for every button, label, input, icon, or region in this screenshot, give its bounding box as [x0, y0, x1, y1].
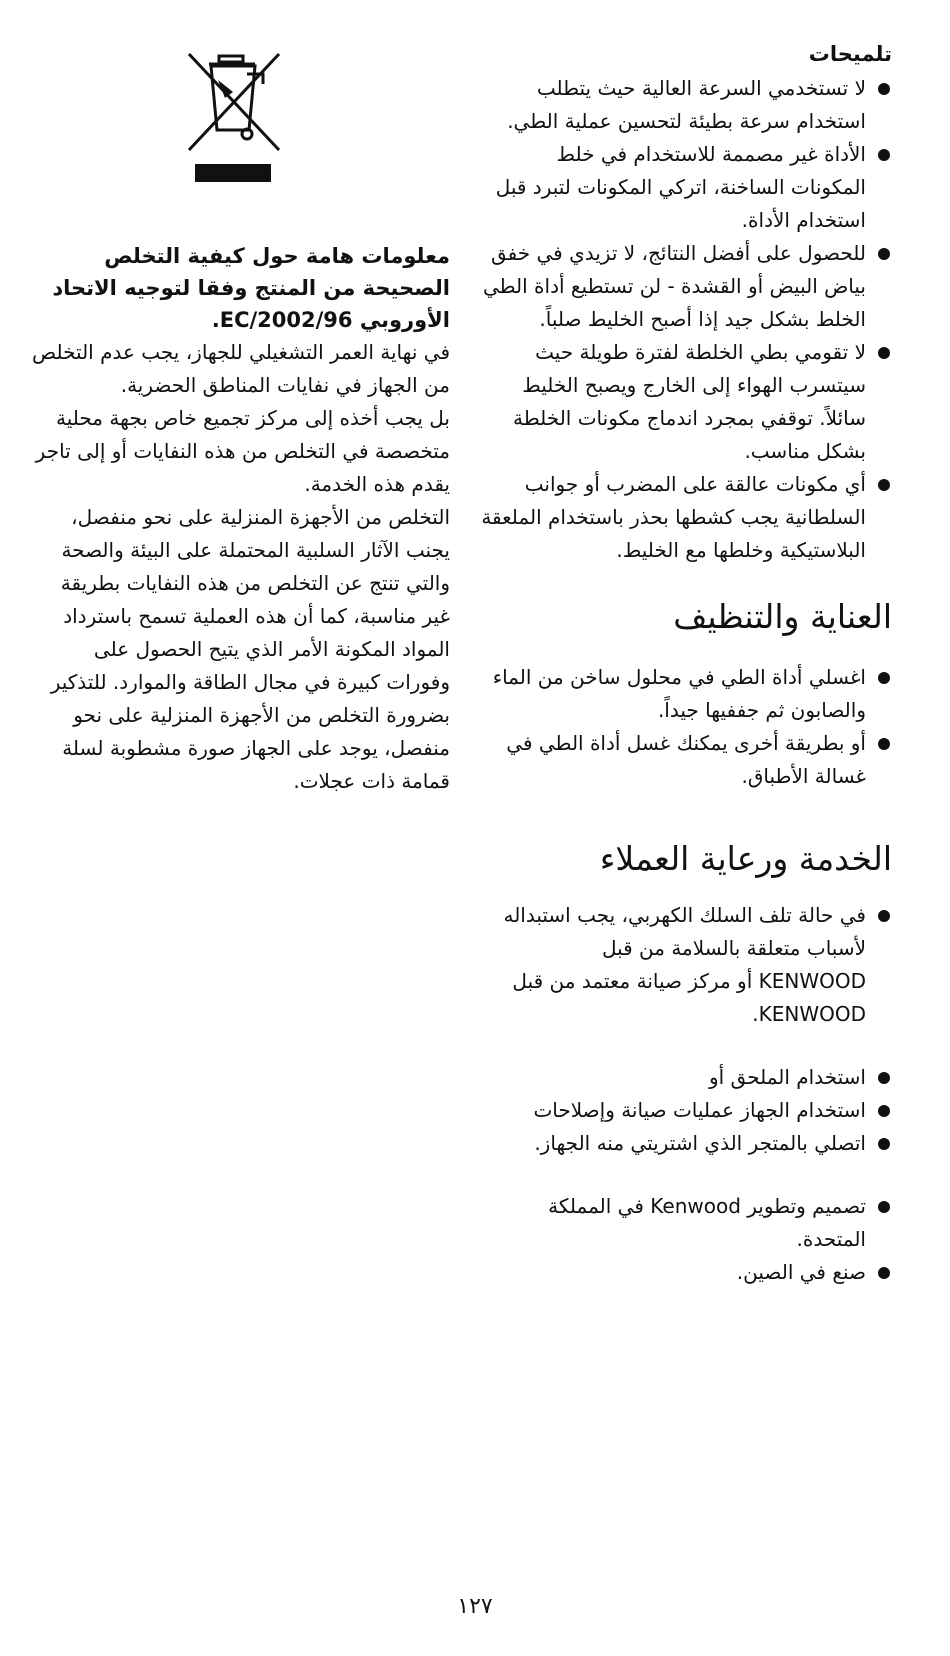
weee-paragraph: بل يجب أخذه إلى مركز تجميع خاص بجهة محلية متخصصة في التخلص من هذه النفايات أو إلى تاجر يقدم هذه الخدمة. [35, 406, 450, 496]
service-cord-continuation: KENWOOD أو مركز صيانة معتمد من قبل KENWOOD. [512, 969, 866, 1026]
right-column [477, 38, 892, 1289]
service-origin-item: تصميم وتطوير Kenwood في المملكة المتحدة. [477, 1190, 892, 1256]
tip-item: أي مكونات عالقة على المضرب أو جوانب السلطانية يجب كشطها بحذر باستخدام الملعقة البلاستيكية وخلطها مع الخليط. [477, 468, 892, 567]
tip-item: الأداة غير مصممة للاستخدام في خلط المكونات الساخنة، اتركي المكونات لتبرد قبل استخدام الأداة. [477, 138, 892, 237]
service-cord-item: في حالة تلف السلك الكهربي، يجب استبداله لأسباب متعلقة بالسلامة من قبل [477, 899, 892, 965]
tip-item: لا تقومي بطي الخلطة لفترة طويلة حيث سيتسرب الهواء إلى الخارج ويصبح الخليط سائلاً. توقفي بمجرد اندماج مكونات الخلطة بشكل مناسب. [477, 336, 892, 468]
service-origin-list [477, 1190, 892, 1289]
weee-paragraph: في نهاية العمر التشغيلي للجهاز، يجب عدم التخلص من الجهاز في نفايات المناطق الحضرية. [32, 340, 450, 397]
service-help-list [477, 1061, 892, 1160]
service-heading: الخدمة ورعاية العملاء [599, 839, 892, 878]
tip-item: للحصول على أفضل النتائج، لا تزيدي في خفق بياض البيض أو القشدة - لن تستطيع أداة الطي الخلط بشكل جيد إذا أصبح الخليط صلباً. [477, 237, 892, 336]
service-help-item: استخدام الجهاز عمليات صيانة وإصلاحات [477, 1094, 892, 1127]
care-item: اغسلي أداة الطي في محلول ساخن من الماء والصابون ثم جففيها جيداً. [477, 661, 892, 727]
weee-paragraph: التخلص من الأجهزة المنزلية على نحو منفصل، يجنب الآثار السلبية المحتملة على البيئة والصحة والتي تنتج عن التخلص من هذه النفايات بطريقة غير مناسبة، كما أن هذه العملية تسمح باسترداد المواد المكونة الأمر الذي يتيح الحصول على وفورات كبيرة في مجال الطاقة والموارد. للتذكير بضرورة التخلص من الأجهزة المنزلية على نحو منفصل، يوجد على الجهاز صورة مشطوبة لسلة قمامة ذات عجلات. [50, 505, 450, 793]
crossed-out-wheelie-bin-icon [185, 50, 283, 184]
care-list [477, 661, 892, 793]
service-help-item: اتصلي بالمتجر الذي اشتريتي منه الجهاز. [477, 1127, 892, 1160]
weee-title: معلومات هامة حول كيفية التخلص الصحيحة من المنتج وفقا لتوجيه الاتحاد الأوروبي 2002/96/EC. [52, 244, 450, 332]
page-number: ١٢٧ [457, 1594, 493, 1619]
tips-list [477, 72, 892, 567]
tip-item: لا تستخدمي السرعة العالية حيث يتطلب استخدام سرعة بطيئة لتحسين عملية الطي. [477, 72, 892, 138]
service-cord-list [477, 899, 892, 965]
care-item: أو بطريقة أخرى يمكنك غسل أداة الطي في غسالة الأطباق. [477, 727, 892, 793]
tips-title: تلميحات [808, 42, 892, 66]
care-heading: العناية والتنظيف [673, 597, 892, 636]
service-help-item: استخدام الملحق أو [477, 1061, 892, 1094]
service-origin-item: صنع في الصين. [477, 1256, 892, 1289]
left-column [30, 240, 450, 798]
